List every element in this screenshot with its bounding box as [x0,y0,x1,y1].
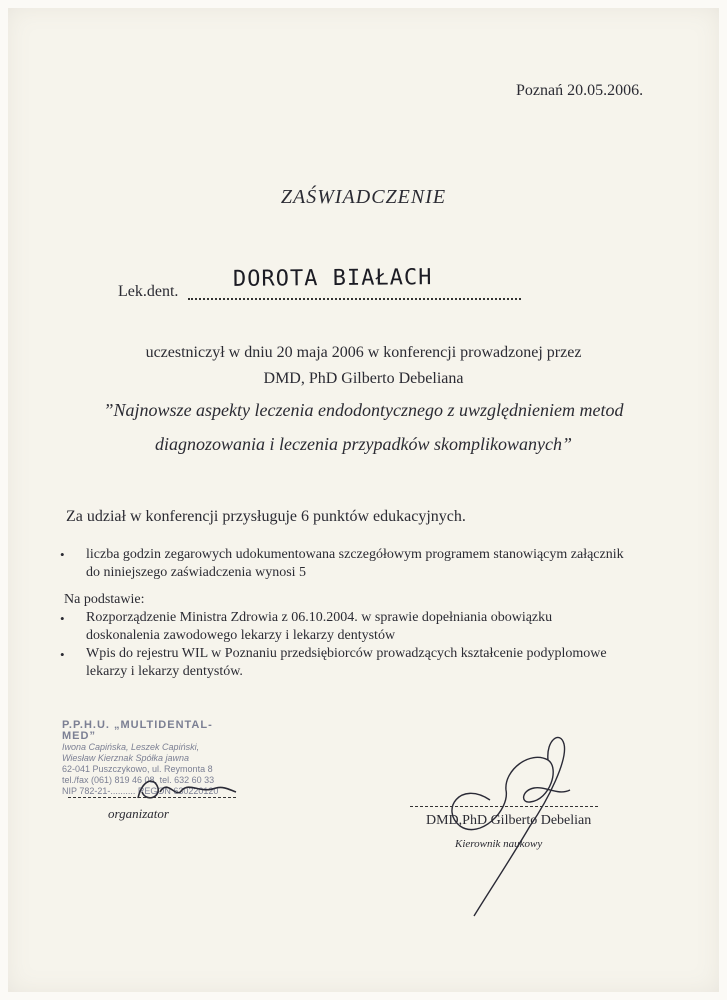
participant-name-handwritten: DOROTA BIAŁACH [232,265,433,292]
stamp-line-3: Wiesław Kierznak Spółka jawna [62,753,189,763]
document-date: Poznań 20.05.2006. [516,82,644,99]
topic-line-2: diagnozowania i leczenia przypadków skomplikowanych” [155,434,572,454]
name-dotted-line [188,298,521,300]
document-title: ZAŚWIADCZENIE [280,186,447,208]
stamp-line-5: tel./fax (061) 819 46 08, tel. 632 60 33 [62,775,215,785]
organizer-label: organizator [108,806,169,821]
stamp-line-2: Iwona Capińska, Leszek Capiński, [62,742,200,752]
lek-dent-label: Lek.dent. [118,283,179,300]
stamp-line-1: P.P.H.U. „MULTIDENTAL-MED” [62,719,213,742]
basis-item-2-line-2: lekarzy i lekarzy dentystów. [86,664,243,679]
bullet-symbol: • [60,611,65,626]
lecturer-line: DMD, PhD Gilberto Debeliana [263,370,464,387]
organizer-signature-line [68,797,236,798]
basis-item-1-line-2: doskonalenia zawodowego lekarzy i lekarzy dentystów [86,628,396,643]
participation-line: uczestniczył w dniu 20 maja 2006 w konferencji prowadzonej przez [145,344,582,361]
organizer-signature [120,770,240,810]
bullet-symbol: • [60,647,65,662]
director-role: Kierownik naukowy [455,838,543,850]
bullet-symbol: • [60,547,65,562]
hours-bullet-line-2: do niniejszego zaświadczenia wynosi 5 [86,565,307,580]
director-name: DMD,PhD Gilberto Debelian [426,813,592,828]
hours-bullet-line-1: liczba godzin zegarowych udokumentowana szczegółowym programem stanowiącym załącznik [86,547,624,562]
stamp-line-4: 62-041 Puszczykowo, ul. Reymonta 8 [62,764,213,774]
topic-line-1: ”Najnowsze aspekty leczenia endodontycznego z uwzględnieniem metod [103,400,624,420]
director-signature-line [410,806,598,807]
stamp-line-6: NIP 782-21-.......... REGON 630220120 [62,786,219,796]
basis-item-1-line-1: Rozporządzenie Ministra Zdrowia z 06.10.2004. w sprawie dopełniania obowiązku [86,610,553,625]
points-text: Za udział w konferencji przysługuje 6 punktów edukacyjnych. [66,508,466,525]
basis-item-2-line-1: Wpis do rejestru WIL w Poznaniu przedsiębiorców prowadzących kształcenie podyplomowe [86,646,607,661]
basis-label: Na podstawie: [64,592,145,607]
